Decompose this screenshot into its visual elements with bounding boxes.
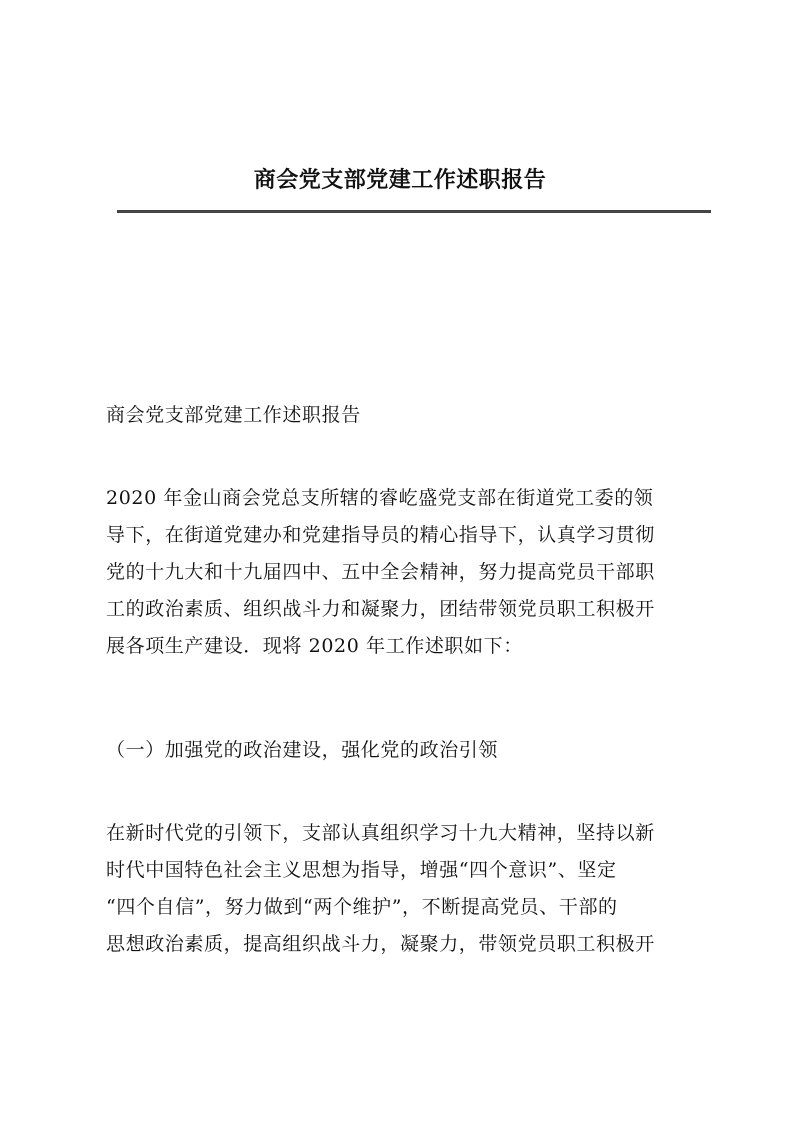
paragraph-line: 时代中国特色社会主义思想为指导，增强“四个意识”、坚定 xyxy=(106,859,617,881)
section-heading: （一）加强党的政治建设，强化党的政治引领 xyxy=(106,739,499,761)
paragraph-line: 党的十九大和十九届四中、五中全会精神，努力提高党员干部职 xyxy=(106,561,655,583)
intro-paragraph xyxy=(106,480,706,665)
section-paragraph xyxy=(106,815,706,963)
document-title: 商会党支部党建工作述职报告 xyxy=(253,167,547,193)
paragraph-line: 导下，在街道党建办和党建指导员的精心指导下，认真学习贯彻 xyxy=(106,524,655,546)
title-underline xyxy=(117,210,711,213)
paragraph-line: 展各项生产建设．现将 2020 年工作述职如下： xyxy=(106,635,523,657)
paragraph-line: 2020 年金山商会党总支所辖的睿屹盛党支部在街道党工委的领 xyxy=(106,487,654,509)
paragraph-line: 在新时代党的引领下，支部认真组织学习十九大精神，坚持以新 xyxy=(106,822,655,844)
paragraph-line: 思想政治素质，提高组织战斗力，凝聚力，带领党员职工积极开 xyxy=(106,933,655,955)
report-subheading: 商会党支部党建工作述职报告 xyxy=(106,404,361,426)
paragraph-line: 工的政治素质、组织战斗力和凝聚力，团结带领党员职工积极开 xyxy=(106,598,655,620)
paragraph-line: “四个自信”，努力做到“两个维护”，不断提高党员、干部的 xyxy=(106,896,618,918)
